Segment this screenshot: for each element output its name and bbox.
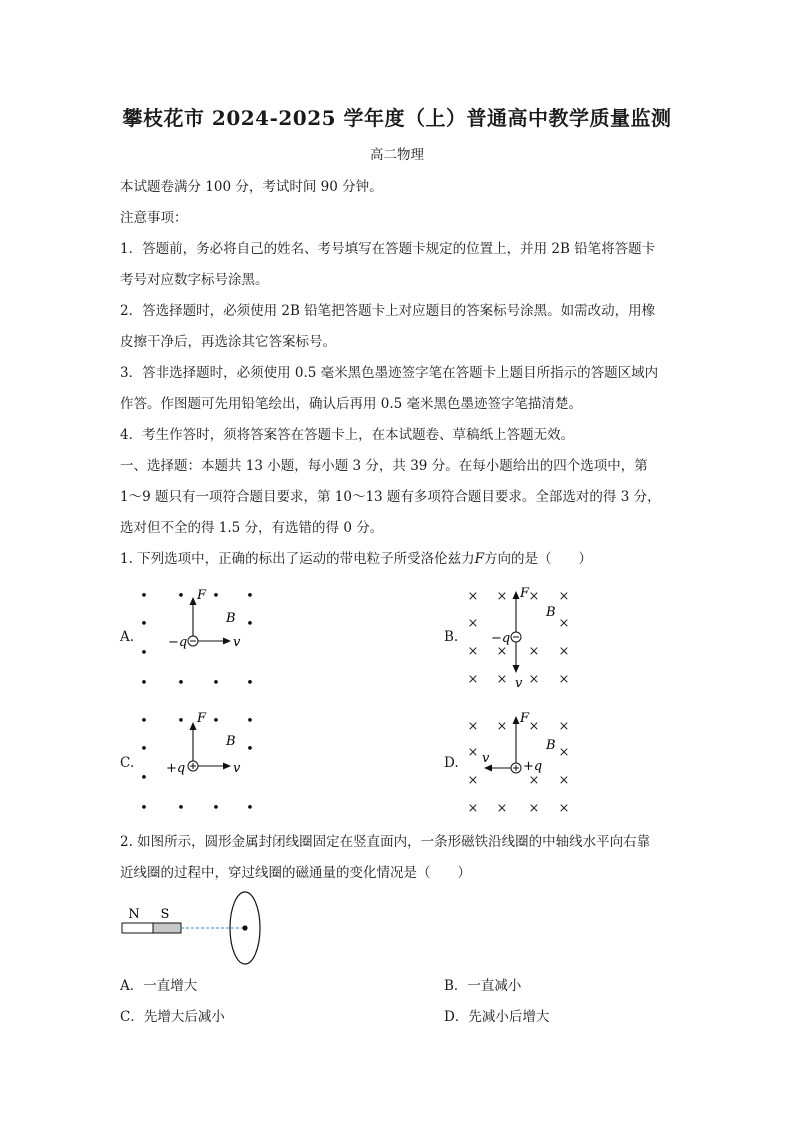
field-dot: • — [140, 801, 148, 816]
label-charge: −q — [491, 631, 511, 646]
q2-stem-line-2: 近线圈的过程中，穿过线圈的磁通量的变化情况是（ ） — [120, 865, 471, 881]
field-dot: • — [212, 801, 220, 816]
notes-heading: 注意事项： — [120, 210, 188, 226]
field-cross: × — [528, 773, 540, 788]
label-f: F — [520, 711, 530, 726]
field-cross: × — [558, 672, 570, 687]
field-cross: × — [467, 672, 479, 687]
velocity-arrow-head — [223, 763, 231, 770]
field-dot: • — [140, 617, 148, 632]
note-2-line-1: 2．答选择题时，必须使用 2B 铅笔把答题卡上对应题目的答案标号涂黑。如需改动，用橡 — [120, 303, 656, 319]
label-v: v — [233, 761, 241, 776]
q1-diagram-a — [135, 583, 265, 693]
field-cross: × — [467, 745, 479, 760]
label-b: B — [546, 605, 556, 620]
field-cross: × — [558, 801, 570, 816]
magnet-south-pole — [153, 923, 181, 933]
note-1-line-2: 考号对应数字标号涂黑。 — [120, 272, 269, 288]
field-dot: • — [140, 676, 148, 691]
q1-diagram-c — [135, 708, 265, 818]
field-cross: × — [467, 801, 479, 816]
page-subtitle: 高二物理 — [370, 147, 424, 163]
field-dot: • — [246, 617, 254, 632]
q2-option-d: D．先减小后增大 — [444, 1009, 550, 1025]
force-arrow-head — [513, 591, 520, 599]
field-cross: × — [528, 672, 540, 687]
field-dot: • — [140, 714, 148, 729]
q1-stem — [120, 550, 592, 568]
field-dot: • — [212, 714, 220, 729]
q1-stem-var: F — [474, 551, 485, 567]
label-b: B — [226, 611, 236, 626]
field-dot: • — [246, 742, 254, 757]
field-cross: × — [496, 801, 508, 816]
magnet-north-pole — [122, 923, 153, 933]
field-cross: × — [558, 773, 570, 788]
note-4: 4．考生作答时，须将答案答在答题卡上，在本试题卷、草稿纸上答题无效。 — [120, 427, 575, 443]
label-charge: +q — [523, 759, 543, 774]
note-3-line-2: 作答。作图题可先用铅笔绘出，确认后再用 0.5 毫米黑色墨迹签字笔描清楚。 — [120, 396, 583, 412]
label-f: F — [197, 711, 207, 726]
field-dot: • — [177, 589, 185, 604]
field-cross: × — [558, 745, 570, 760]
field-cross: × — [496, 589, 508, 604]
field-dot: • — [212, 589, 220, 604]
page-title: 攀枝花市 2024-2025 学年度（上）普通高中教学质量监测 — [122, 106, 672, 130]
q1-stem-part-b: 方向的是（ ） — [484, 551, 593, 567]
q1-diagram-b — [460, 583, 580, 693]
note-3-line-1: 3．答非选择题时，必须使用 0.5 毫米黑色墨迹签字笔在答题卡上题目所指示的答题区域内 — [120, 365, 659, 381]
label-n: N — [128, 907, 140, 922]
field-cross: × — [467, 644, 479, 659]
q1-diagram-d — [460, 708, 580, 818]
exam-info: 本试题卷满分 100 分，考试时间 90 分钟。 — [120, 179, 383, 195]
q2-diagram — [118, 888, 278, 968]
section-1-line-3: 选对但不全的得 1.5 分，有选错的得 0 分。 — [120, 520, 384, 536]
field-cross: × — [496, 644, 508, 659]
field-cross: × — [496, 672, 508, 687]
field-dot: • — [246, 801, 254, 816]
coil-center-dot — [242, 925, 247, 930]
label-v: v — [515, 676, 523, 691]
field-cross: × — [467, 719, 479, 734]
field-dot: • — [177, 801, 185, 816]
note-2-line-2: 皮擦干净后，再选涂其它答案标号。 — [120, 334, 336, 350]
field-dot: • — [177, 714, 185, 729]
q1-option-d-label: D. — [444, 755, 459, 771]
field-cross: × — [496, 719, 508, 734]
velocity-arrow-head — [513, 665, 520, 673]
field-dot: • — [140, 589, 148, 604]
label-charge: −q — [168, 635, 188, 650]
label-f: F — [520, 586, 530, 601]
q2-option-c: C．先增大后减小 — [120, 1009, 225, 1025]
field-dot: • — [177, 676, 185, 691]
field-cross: × — [528, 589, 540, 604]
force-arrow-head — [513, 716, 520, 724]
field-cross: × — [558, 719, 570, 734]
q2-option-b: B．一直减小 — [444, 978, 522, 994]
field-dot: • — [140, 646, 148, 661]
field-cross: × — [467, 616, 479, 631]
label-f: F — [197, 588, 207, 603]
field-cross: × — [558, 616, 570, 631]
q1-option-c-label: C. — [120, 755, 135, 771]
field-dot: • — [212, 676, 220, 691]
field-cross: × — [467, 589, 479, 604]
field-dot: • — [246, 714, 254, 729]
field-cross: × — [558, 589, 570, 604]
velocity-arrow-head — [223, 638, 231, 645]
label-b: B — [546, 738, 556, 753]
label-b: B — [226, 734, 236, 749]
q2-option-a: A．一直增大 — [120, 978, 198, 994]
force-arrow-head — [190, 597, 197, 605]
note-1-line-1: 1．答题前，务必将自己的姓名、考号填写在答题卡规定的位置上，并用 2B 铅笔将答题卡 — [120, 241, 656, 257]
field-cross: × — [528, 644, 540, 659]
label-v: v — [482, 751, 490, 766]
field-dot: • — [140, 742, 148, 757]
force-arrow-head — [190, 722, 197, 730]
field-cross: × — [528, 719, 540, 734]
q2-stem-line-1: 2. 如图所示，圆形金属封闭线圈固定在竖直面内，一条形磁铁沿线圈的中轴线水平向右靠 — [120, 834, 651, 850]
field-dot: • — [246, 676, 254, 691]
section-1-line-2: 1～9 题只有一项符合题目要求，第 10～13 题有多项符合题目要求。全部选对的得 3 分， — [120, 489, 661, 505]
label-s: S — [160, 907, 170, 922]
section-1-line-1: 一、选择题：本题共 13 小题，每小题 3 分，共 39 分。在每小题给出的四个选项中，第 — [120, 458, 648, 474]
q1-option-a-label: A. — [120, 629, 135, 645]
field-dot: • — [246, 589, 254, 604]
label-v: v — [233, 635, 241, 650]
label-charge: +q — [166, 761, 186, 776]
field-cross: × — [467, 773, 479, 788]
field-cross: × — [558, 644, 570, 659]
field-dot: • — [140, 771, 148, 786]
q1-stem-part-a: 1. 下列选项中，正确的标出了运动的带电粒子所受洛伦兹力 — [120, 551, 475, 567]
field-cross: × — [528, 801, 540, 816]
q1-option-b-label: B. — [444, 629, 459, 645]
